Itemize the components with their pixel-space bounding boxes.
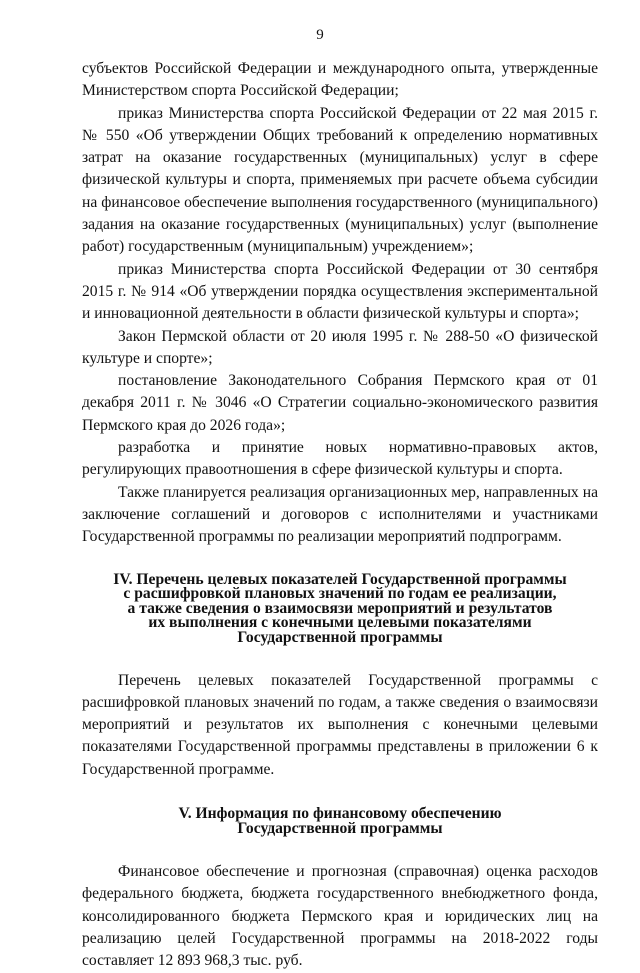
section-5-heading — [82, 804, 598, 837]
paragraph: субъектов Российской Федерации и международного опыта, утвержденные Министерством спорта Российской Федерации; — [82, 60, 598, 100]
heading-line: их выполнения с конечными целевыми показателями — [148, 614, 532, 632]
document-body — [82, 58, 598, 973]
page-number: 9 — [316, 27, 324, 43]
heading-line: V. Информация по финансовому обеспечению — [178, 804, 502, 822]
heading-line: IV. Перечень целевых показателей Государственной программы — [113, 570, 567, 588]
heading-line: с расшифровкой плановых значений по годам ее реализации, — [123, 585, 557, 603]
heading-line: Государственной программы — [237, 628, 443, 646]
heading-line: а также сведения о взаимосвязи мероприятий и результатов — [127, 599, 553, 617]
paragraph: постановление Законодательного Собрания Пермского края от 01 декабря 2011 г. № 3046 «О Стратегии социально-экономического развития Пермского края до 2026 года»; — [82, 372, 598, 434]
section-5-paragraph: Финансовое обеспечение и прогнозная (справочная) оценка расходов федерального бюджета, бюджета государственного внебюджетного фонда, консолидированного бюджета Пермского края и юридических лиц на реализацию целей Государственной программы на 2018-2022 годы составляет 12 893 968,3 тыс. руб. — [82, 863, 598, 970]
paragraph: приказ Министерства спорта Российской Федерации от 22 мая 2015 г. № 550 «Об утверждении Общих требований к определению нормативных затрат на оказание государственных (муниципальных) услуг в сфере физической культуры и спорта, применяемых при расчете объема субсидии на финансовое обеспечение выполнения государственного (муниципального) задания на оказание государственных (муниципальных) услуг (выполнение работ) государственным (муниципальным) учреждением»; — [82, 104, 598, 256]
paragraph: разработка и принятие новых нормативно-правовых актов, регулирующих правоотношения в сфере физической культуры и спорта. — [82, 439, 598, 479]
paragraph: Также планируется реализация организационных мер, направленных на заключение соглашений и договоров с исполнителями и участниками Государственной программы по реализации мероприятий подпрограмм. — [82, 483, 598, 546]
section-4-paragraph: Перечень целевых показателей Государственной программы с расшифровкой плановых значений по годам, а также сведения о взаимосвязи мероприятий и результатов их выполнения с конечными целевыми показателями Государственной программы представлены в приложении 6 к Государственной программе. — [82, 671, 598, 778]
section-4-heading — [82, 570, 598, 646]
heading-line: Государственной программы — [237, 819, 443, 837]
paragraph: приказ Министерства спорта Российской Федерации от 30 сентября 2015 г. № 914 «Об утверждении порядка осуществления экспериментальной и инновационной деятельности в области физической культуры и спорта»; — [82, 260, 598, 323]
paragraph: Закон Пермской области от 20 июля 1995 г. № 288-50 «О физической культуре и спорте»; — [82, 327, 598, 367]
